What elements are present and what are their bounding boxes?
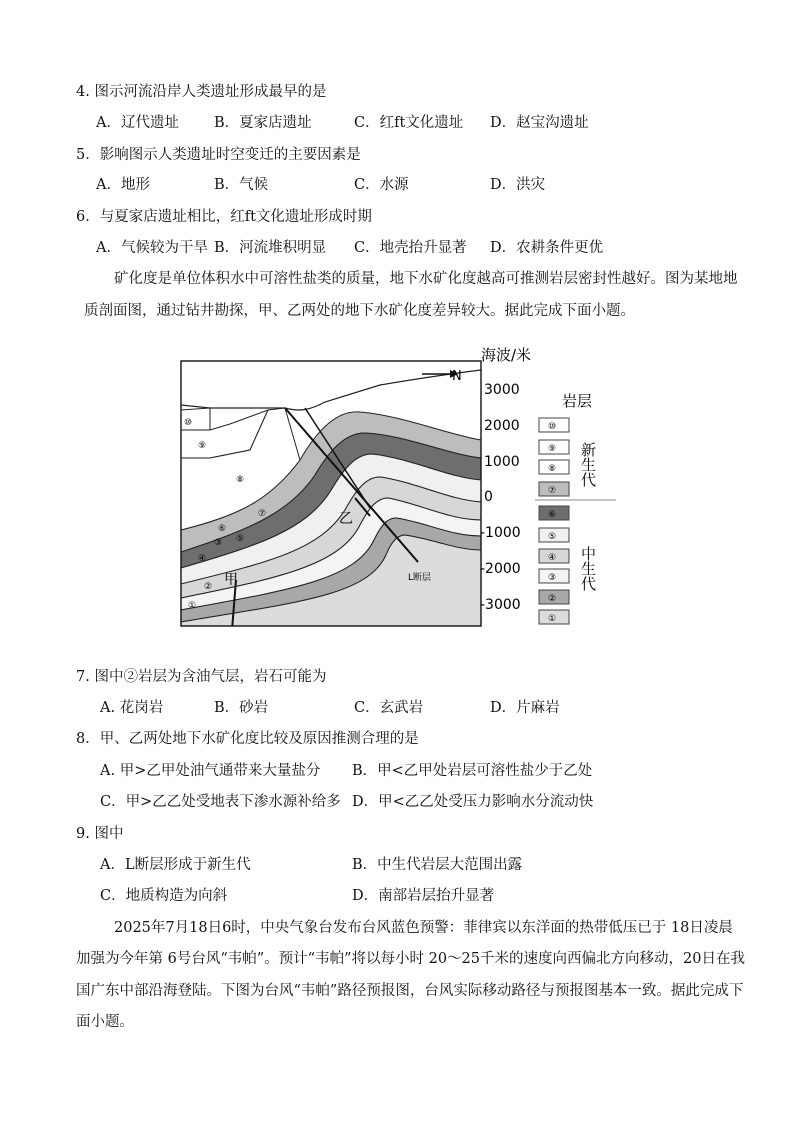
q6-option-a: A．气候较为干旱 <box>96 240 208 256</box>
svg-text:⑥: ⑥ <box>548 510 557 520</box>
intro1-line1: 矿化度是单位体积水中可溶性盐类的质量，地下水矿化度越高可推测岩层密封性越好。图为某地地 <box>114 271 738 287</box>
q6-option-c: C．地壳抬升显著 <box>354 240 467 256</box>
intro2-line4: 面小题。 <box>76 1014 134 1030</box>
q9-option-a: A．L断层形成于新生代 <box>100 857 251 873</box>
question-4-stem: 4. 图示河流沿岸人类遗址形成最早的是 <box>76 84 327 100</box>
q8-option-c: C．甲>乙乙处受地表下渗水源补给多 <box>100 794 341 810</box>
q5-option-b: B．气候 <box>214 177 269 193</box>
q5-option-d: D．洪灾 <box>490 177 546 193</box>
tick-3000: 3000 <box>484 382 520 398</box>
tick-neg2000: -2000 <box>480 561 521 577</box>
q8-option-b: B．甲<乙甲处岩层可溶性盐少于乙处 <box>352 763 593 779</box>
section-label-4: ④ <box>198 554 207 564</box>
q7-option-b: B．砂岩 <box>214 700 269 716</box>
section-label-8: ⑧ <box>236 475 245 485</box>
q4-option-c: C．红ft文化遗址 <box>354 115 464 131</box>
q4-option-a: A．辽代遗址 <box>96 115 179 131</box>
section-label-10: ⑩ <box>184 418 193 428</box>
tick-2000: 2000 <box>484 418 520 434</box>
q5-option-a: A．地形 <box>96 177 150 193</box>
section-label-9: ⑨ <box>198 441 207 451</box>
tick-0: 0 <box>484 489 493 505</box>
well-yi-label: 乙 <box>339 511 353 527</box>
svg-text:⑦: ⑦ <box>548 486 557 496</box>
svg-text:①: ① <box>548 614 557 624</box>
well-jia-label: 甲 <box>224 572 238 588</box>
svg-text:②: ② <box>548 594 557 604</box>
q9-option-b: B．中生代岩层大范围出露 <box>352 857 523 873</box>
section-label-6: ⑥ <box>218 524 227 534</box>
question-8-stem: 8．甲、乙两处地下水矿化度比较及原因推测合理的是 <box>76 731 419 747</box>
intro1-line2: 质剖面图，通过钻井勘探，甲、乙两处的地下水矿化度差异较大。据此完成下面小题。 <box>84 303 635 319</box>
q8-option-d: D．甲<乙乙处受压力影响水分流动快 <box>352 794 594 810</box>
svg-text:⑧: ⑧ <box>548 464 557 474</box>
q7-option-d: D．片麻岩 <box>490 700 560 716</box>
q6-option-d: D．农耕条件更优 <box>490 240 604 256</box>
tick-1000: 1000 <box>484 454 520 470</box>
section-label-2: ② <box>204 582 213 592</box>
q6-option-b: B．河流堆积明显 <box>214 240 327 256</box>
section-label-7: ⑦ <box>258 509 267 519</box>
geological-cross-section <box>150 340 650 640</box>
fault-label: L断层 <box>408 573 432 583</box>
q4-option-d: D．赵宝沟遗址 <box>490 115 589 131</box>
question-9-stem: 9. 图中 <box>76 826 124 842</box>
svg-text:⑨: ⑨ <box>548 444 557 454</box>
question-7-stem: 7. 图中②岩层为含油气层，岩石可能为 <box>76 669 327 685</box>
svg-text:⑩: ⑩ <box>548 422 557 432</box>
q7-option-a: A. 花岗岩 <box>100 700 164 716</box>
era-mesozoic: 中生代 <box>579 546 597 591</box>
q7-option-c: C．玄武岩 <box>354 700 424 716</box>
q8-option-a: A. 甲>乙甲处油气通带来大量盐分 <box>100 763 321 779</box>
ground-surface <box>181 370 481 410</box>
q4-option-b: B．夏家店遗址 <box>214 115 312 131</box>
era-cenozoic: 新生代 <box>579 442 597 487</box>
tick-neg1000: -1000 <box>480 525 521 541</box>
legend <box>535 418 616 624</box>
section-label-3: ③ <box>214 538 223 548</box>
axis-title: 海波/米 <box>481 346 532 364</box>
intro2-line1: 2025年7月18日6时，中央气象台发布台风蓝色预警：菲律宾以东洋面的热带低压已于 18日凌晨 <box>114 920 733 936</box>
q5-option-c: C．水源 <box>354 177 409 193</box>
question-6-stem: 6．与夏家店遗址相比，红ft文化遗址形成时期 <box>76 209 372 225</box>
intro2-line2: 加强为今年第 6号台风“韦帕”。预计“韦帕”将以每小时 20～25千米的速度向西偏北方向移动，20日在我 <box>76 951 745 967</box>
section-label-5: ⑤ <box>236 534 245 544</box>
section-label-1: ① <box>188 601 197 611</box>
svg-text:③: ③ <box>548 573 557 583</box>
svg-text:④: ④ <box>548 553 557 563</box>
q9-option-c: C．地质构造为向斜 <box>100 888 228 904</box>
legend-title: 岩层 <box>562 392 593 410</box>
north-label: N <box>452 369 462 384</box>
tick-neg3000: -3000 <box>480 597 521 613</box>
q9-option-d: D．南部岩层抬升显著 <box>352 888 495 904</box>
intro2-line3: 国广东中部沿海登陆。下图为台风“韦帕”路径预报图，台风实际移动路径与预报图基本一致。据此完成下 <box>76 983 744 999</box>
question-5-stem: 5．影响图示人类遗址时空变迁的主要因素是 <box>76 147 361 163</box>
svg-text:⑤: ⑤ <box>548 532 557 542</box>
